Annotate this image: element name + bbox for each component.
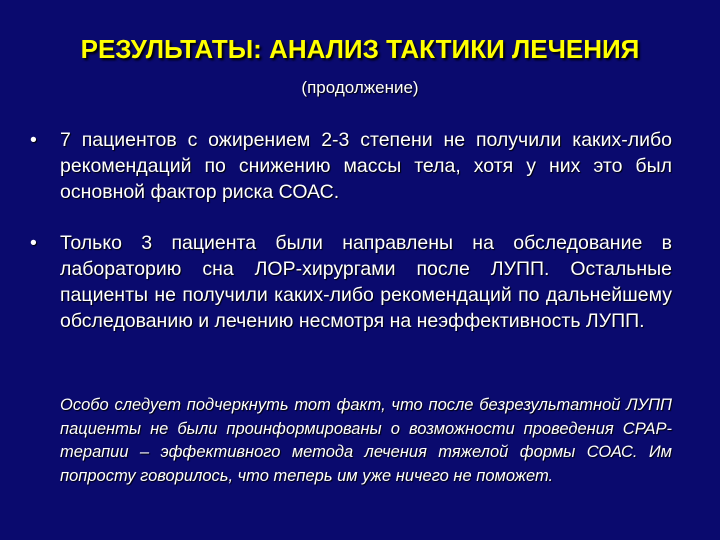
bullet-icon: • [30,129,37,151]
bullet-icon: • [30,232,37,254]
bullet-item [30,127,672,205]
bullet-item [30,230,672,334]
bullet-list [30,127,672,334]
bullet-text: Только 3 пациента были направлены на обследование в лабораторию сна ЛОР-хирургами после ЛУПП. Остальные пациенты не получили каких-либо рекомендаций по дальнейшему обследованию и лечению несмотря на неэффективность ЛУПП. [60,232,672,332]
bullet-text: 7 пациентов с ожирением 2-3 степени не получили каких-либо рекомендаций по снижению массы тела, хотя у них это был основной фактор риска СОАС. [60,129,672,203]
slide-title: РЕЗУЛЬТАТЫ: АНАЛИЗ ТАКТИКИ ЛЕЧЕНИЯ [80,34,640,64]
slide-subtitle: (продолжение) [301,78,419,97]
italic-note: Особо следует подчеркнуть тот факт, что после безрезультатной ЛУПП пациенты не были проинформированы о возможности проведения CPAP-терапии – эффективного метода лечения тяжелой формы СОАС. Им попросту говорилось, что теперь им уже ничего не поможет. [60,396,672,485]
